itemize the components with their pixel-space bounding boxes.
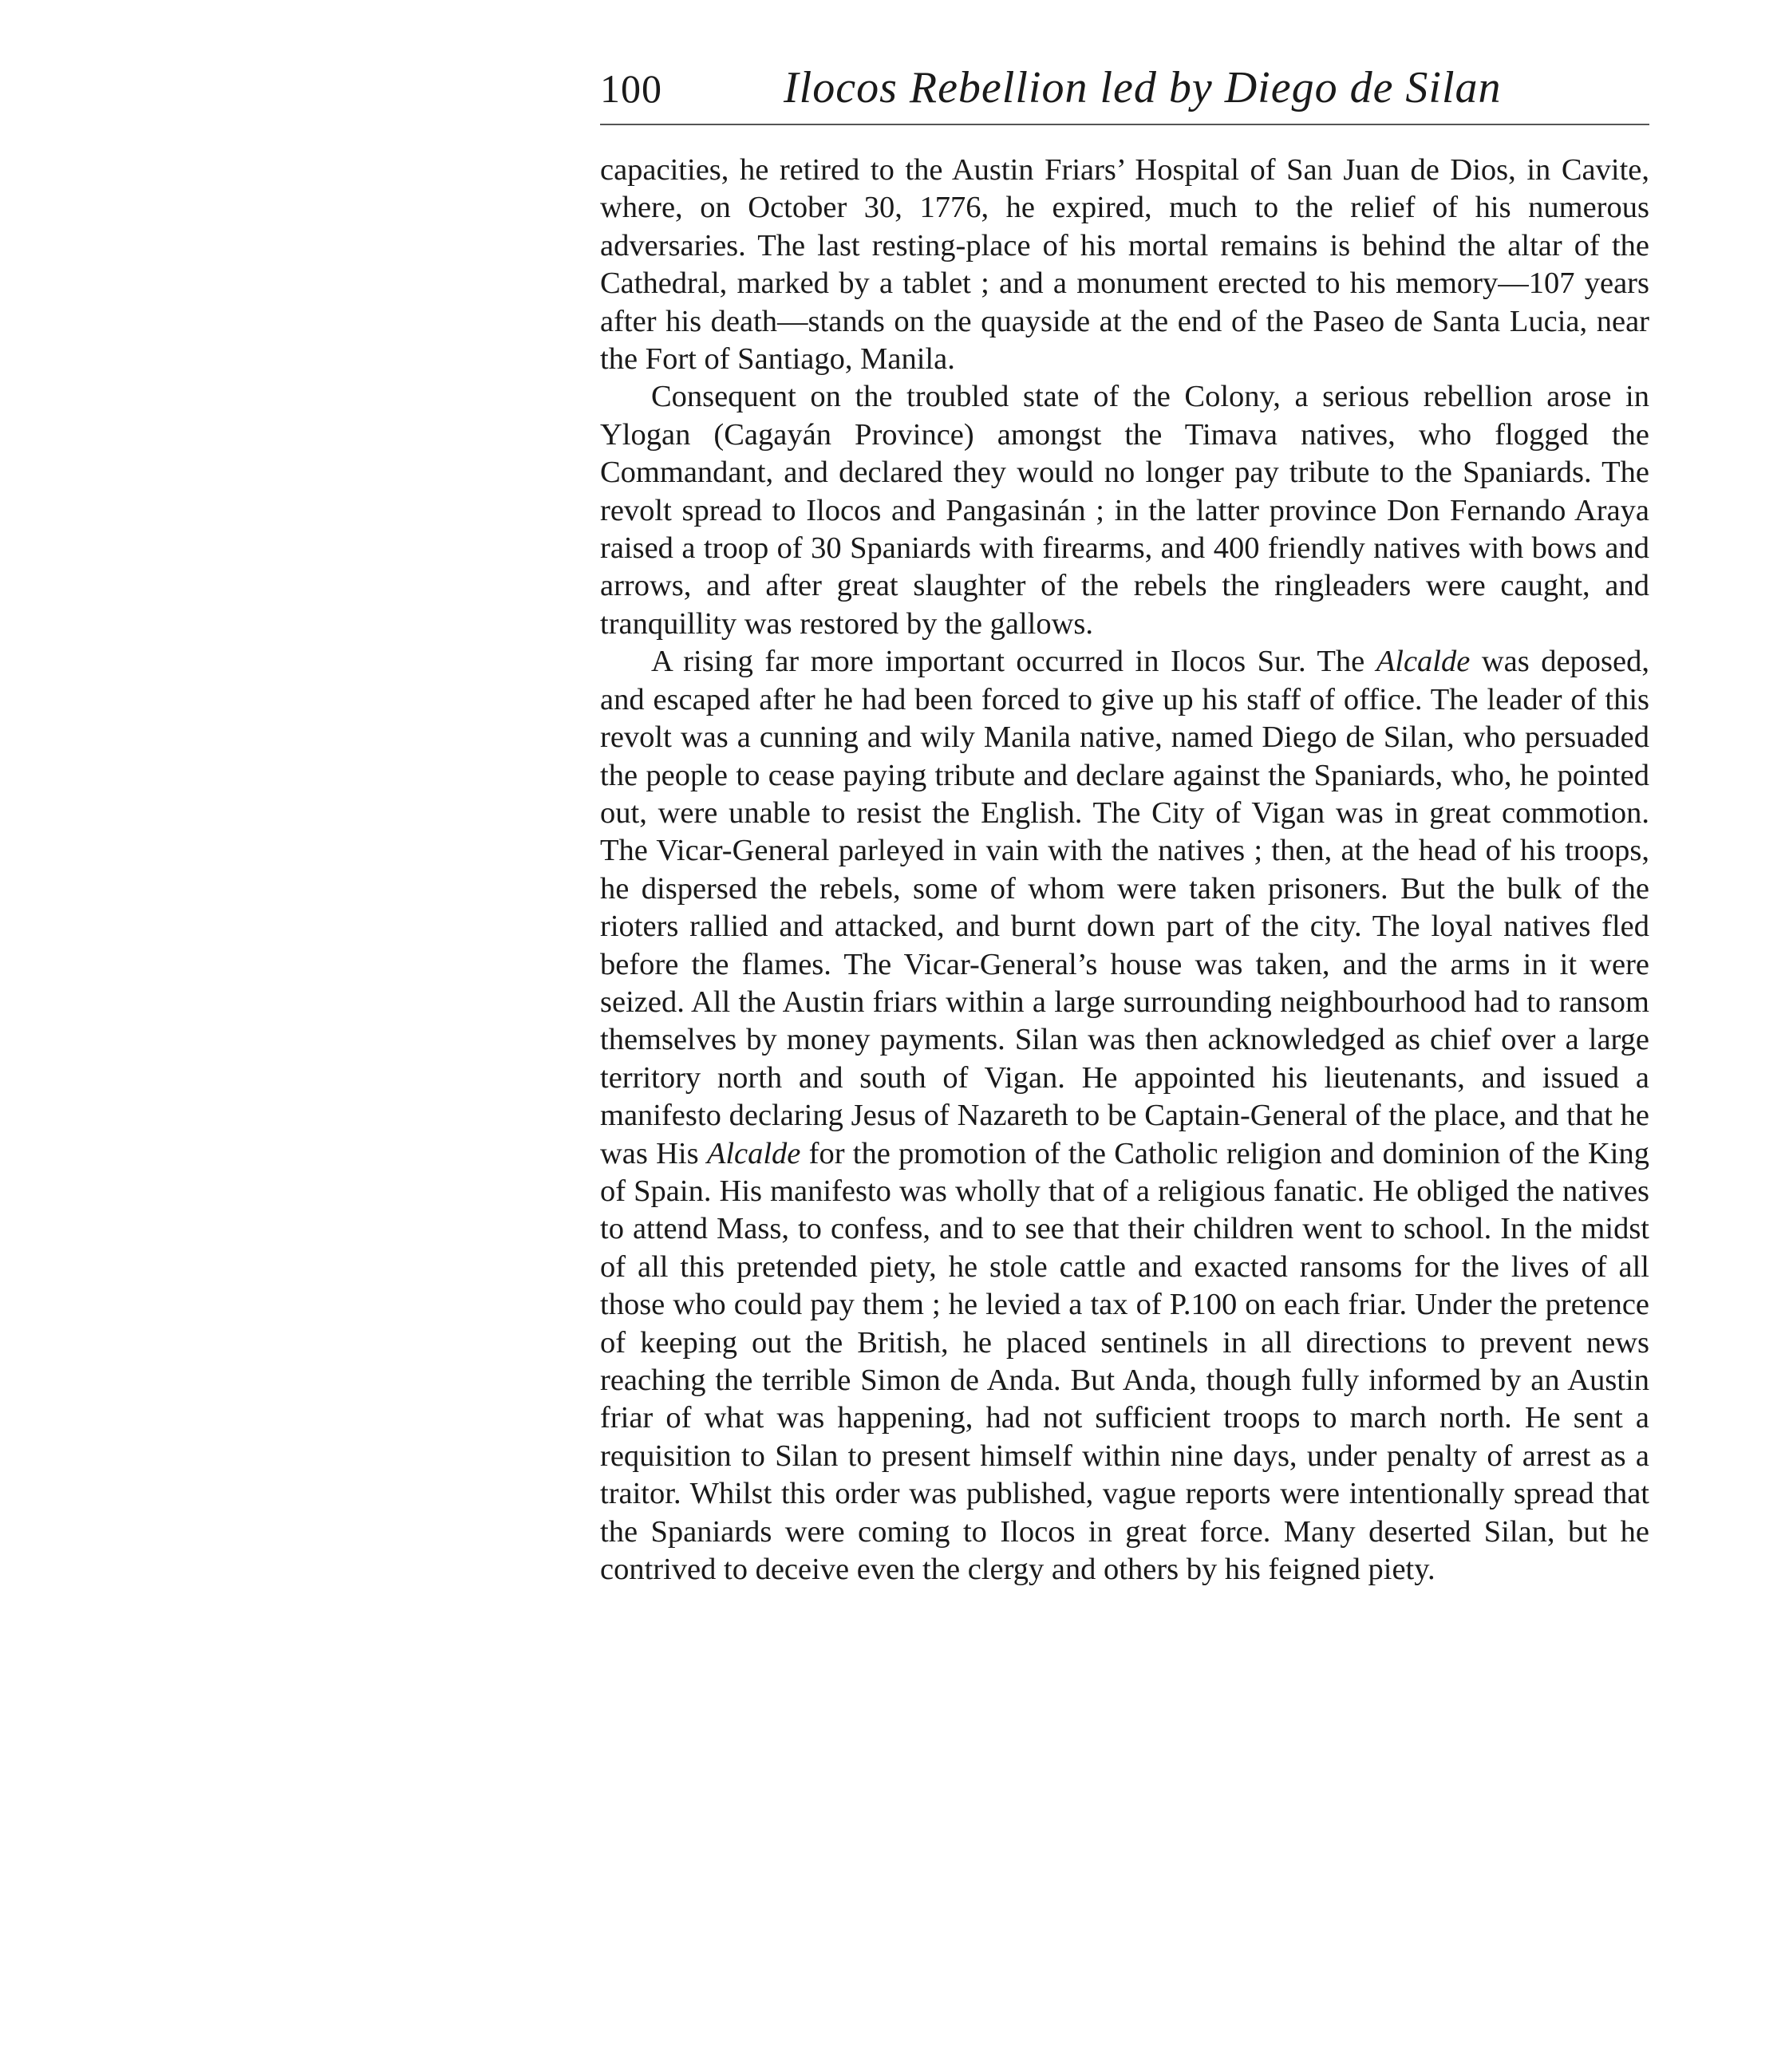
running-head xyxy=(600,57,1649,118)
book-page xyxy=(600,57,1650,1587)
paragraph-ilocos-rising xyxy=(600,643,1649,1589)
paragraph-timava-rebellion: Consequent on the troubled state of the Colony, a serious rebellion arose in Ylogan (Cagayán Province) amongst the Timava natives, who flogged the Commandant, and declared they would no longer pay tribute to the Spaniards. The revolt spread to Ilocos and Pangasinán ; in the latter province Don Fernando Araya raised a troop of 30 Spaniards with firearms, and 400 friendly natives with bows and arrows, and after great slaughter of the rebels the ringleaders were caught, and tranquillity was restored by the gallows. xyxy=(600,380,1649,641)
italic-term-alcalde: Alcalde xyxy=(1376,645,1471,679)
text-segment: was deposed, and escaped after he had been forced to give up his staff of office. The leader of this revolt was a cunning and wily Manila native, named Diego de Silan, who persuaded the people to cease paying tribute and declare against the Spaniards, who, he pointed out, were unable to resist the English. The City of Vigan was in great commotion. The Vicar-General parleyed in vain with the natives ; then, at the head of his troops, he dispersed the rebels, some of whom were taken prisoners. But the bulk of the rioters rallied and attacked, and burnt down part of the city. The loyal natives fled before the flames. The Vicar-General’s house was taken, and the arms in it were seized. All the Austin friars within a large surrounding neighbourhood had to ransom themselves by money payments. Silan was then acknowledged as chief over a large territory north and south of Vigan. He appointed his lieutenants, and issued a manifesto declaring Jesus of Nazareth to be Captain-General of the place, and that he was His xyxy=(600,645,1649,1170)
body-text xyxy=(600,152,1649,1589)
header-rule xyxy=(600,124,1649,125)
text-segment: A rising far more important occurred in Ilocos Sur. The xyxy=(651,645,1376,679)
page-number: 100 xyxy=(600,66,662,111)
paragraph-continuation: capacities, he retired to the Austin Friars’ Hospital of San Juan de Dios, in Cavite, where, on October 30, 1776, he expired, much to the relief of his numerous adversaries. The last resting-place of his mortal remains is behind the altar of the Cathedral, marked by a tablet ; and a monument erected to his memory—107 years after his death—stands on the quayside at the end of the Paseo de Santa Lucia, near the Fort of Santiago, Manila. xyxy=(600,153,1649,377)
text-segment: for the promotion of the Catholic religion and dominion of the King of Spain. His manifesto was wholly that of a religious fanatic. He obliged the natives to attend Mass, to confess, and to see that their children went to school. In the midst of all this pretended piety, he stole cattle and exacted ransoms for the lives of all those who could pay them ; he levied a tax of P.100 on each friar. Under the pretence of keeping out the British, he placed sentinels in all directions to prevent news reaching the terrible Simon de Anda. But Anda, though fully informed by an Austin friar of what was happening, had not sufficient troops to march north. He sent a requisition to Silan to present himself within nine days, under penalty of arrest as a traitor. Whilst this order was published, vague reports were intentionally spread that the Spaniards were coming to Ilocos in great force. Many deserted Silan, but he contrived to deceive even the clergy and others by his feigned piety. xyxy=(600,1136,1650,1587)
italic-term-alcalde: Alcalde xyxy=(706,1136,801,1170)
running-title: Ilocos Rebellion led by Diego de Silan xyxy=(784,63,1502,112)
